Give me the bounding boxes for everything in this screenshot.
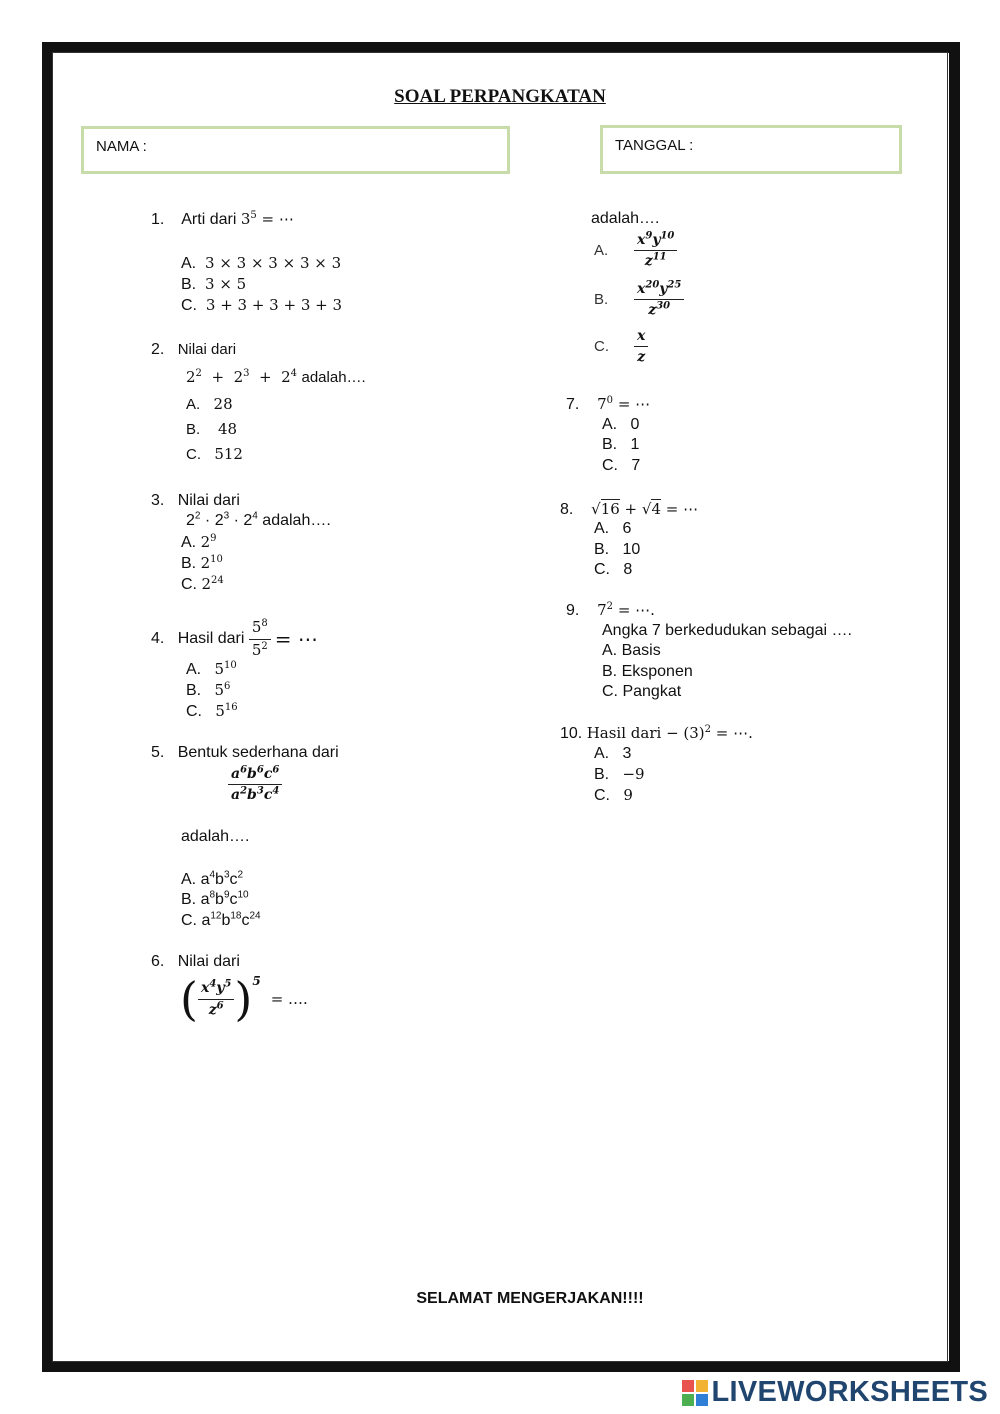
closing-message: SELAMAT MENGERJAKAN!!!! [416, 1290, 644, 1307]
q8-option-b[interactable]: B. 10 [594, 541, 641, 558]
q7-option-b[interactable]: B. 1 [602, 436, 640, 453]
q9-text: Angka 7 berkedudukan sebagai …. [602, 622, 852, 639]
question-4: 4. Hasil dari $\frac{5^8}{5^2}$ = ⋯ [151, 618, 318, 659]
liveworksheets-icon [682, 1380, 708, 1406]
q1-option-a[interactable]: A. 3 × 3 × 3 × 3 × 3 [181, 254, 342, 272]
q2-option-c[interactable]: C. 512 [186, 445, 243, 463]
q2-option-b[interactable]: B. 48 [186, 420, 238, 438]
question-1: 1. Arti dari $3^5$ = ⋯ [151, 210, 294, 228]
q1-option-c[interactable]: C. 3 + 3 + 3 + 3 + 3 [181, 296, 343, 314]
q5-tail: adalah…. [181, 828, 250, 845]
question-7: 7. $7^0$ = ⋯ [566, 395, 651, 413]
question-9: 9. $7^2$ = ⋯. [566, 601, 655, 619]
q6-tail: adalah…. [591, 210, 660, 227]
q1-option-b[interactable]: B. 3 × 5 [181, 275, 247, 293]
name-label: NAMA : [96, 138, 147, 155]
worksheet-title: SOAL PERPANGKATAN [394, 86, 606, 107]
q4-option-b[interactable]: B. $5^6$ [186, 681, 231, 699]
q9-option-b[interactable]: B. Eksponen [602, 663, 693, 680]
question-3: 3. Nilai dari [151, 492, 240, 509]
liveworksheets-logo [682, 1376, 989, 1409]
q2-expression: $2^2 + 2^3 + 2^4$ adalah…. [186, 368, 366, 386]
q5-option-c[interactable]: C. $a^{12}b^{18}c^{24}$ [181, 910, 261, 929]
question-6: 6. Nilai dari [151, 953, 240, 970]
question-10: 10. Hasil dari − $(3)^2$ = ⋯. [560, 724, 753, 742]
q4-fraction: $\frac{5^8}{5^2}$ [249, 619, 271, 659]
question-2: 2. Nilai dari [151, 341, 237, 358]
q3-option-c[interactable]: C. $2^{24}$ [181, 575, 224, 593]
q3-option-b[interactable]: B. $2^{10}$ [181, 554, 223, 572]
date-label: TANGGAL : [615, 137, 694, 154]
q5-option-a[interactable]: A. $a^4b^3c^2$ [181, 869, 244, 888]
q10-option-a[interactable]: A. 3 [594, 745, 632, 762]
q5-fraction: $\frac{a^6b^6c^6}{a^2b^3c^4}$ [228, 766, 282, 803]
logo-text: LIVEWORKSHEETS [711, 1376, 988, 1408]
q3-option-a[interactable]: A. $2^9$ [181, 533, 217, 551]
q6-option-a[interactable]: A. $\frac{x^9y^{10}}{z^{11}}$ [594, 232, 677, 269]
q6-option-b[interactable]: B. $\frac{x^{20}y^{25}}{z^{30}}$ [594, 281, 684, 318]
q9-option-a[interactable]: A. Basis [602, 642, 661, 659]
q6-option-c[interactable]: C. $\frac{x}{z}$ [594, 328, 648, 365]
q6-expression: ( $\frac{x^4y^5}{z^6}$ ) 5 = …. [180, 972, 308, 1026]
question-8: 8. √16 + √4 = ⋯ [560, 500, 699, 518]
q9-option-c[interactable]: C. Pangkat [602, 683, 682, 700]
q7-option-a[interactable]: A. 0 [602, 416, 640, 433]
q8-option-a[interactable]: A. 6 [594, 520, 632, 537]
q10-option-c[interactable]: C. 9 [594, 786, 633, 804]
q8-option-c[interactable]: C. 8 [594, 561, 633, 578]
q4-option-c[interactable]: C. $5^{16}$ [186, 702, 238, 720]
q3-expression: $2^2 \cdot 2^3 \cdot 2^4$ adalah…. [186, 510, 331, 529]
q7-option-c[interactable]: C. 7 [602, 457, 641, 474]
q4-option-a[interactable]: A. $5^{10}$ [186, 660, 237, 678]
date-field[interactable] [600, 125, 902, 174]
q5-option-b[interactable]: B. $a^8b^9c^{10}$ [181, 889, 249, 908]
question-5: 5. Bentuk sederhana dari [151, 744, 339, 761]
name-field[interactable] [81, 126, 510, 174]
q2-option-a[interactable]: A. 28 [186, 395, 233, 413]
q10-option-b[interactable]: B. −9 [594, 765, 645, 783]
